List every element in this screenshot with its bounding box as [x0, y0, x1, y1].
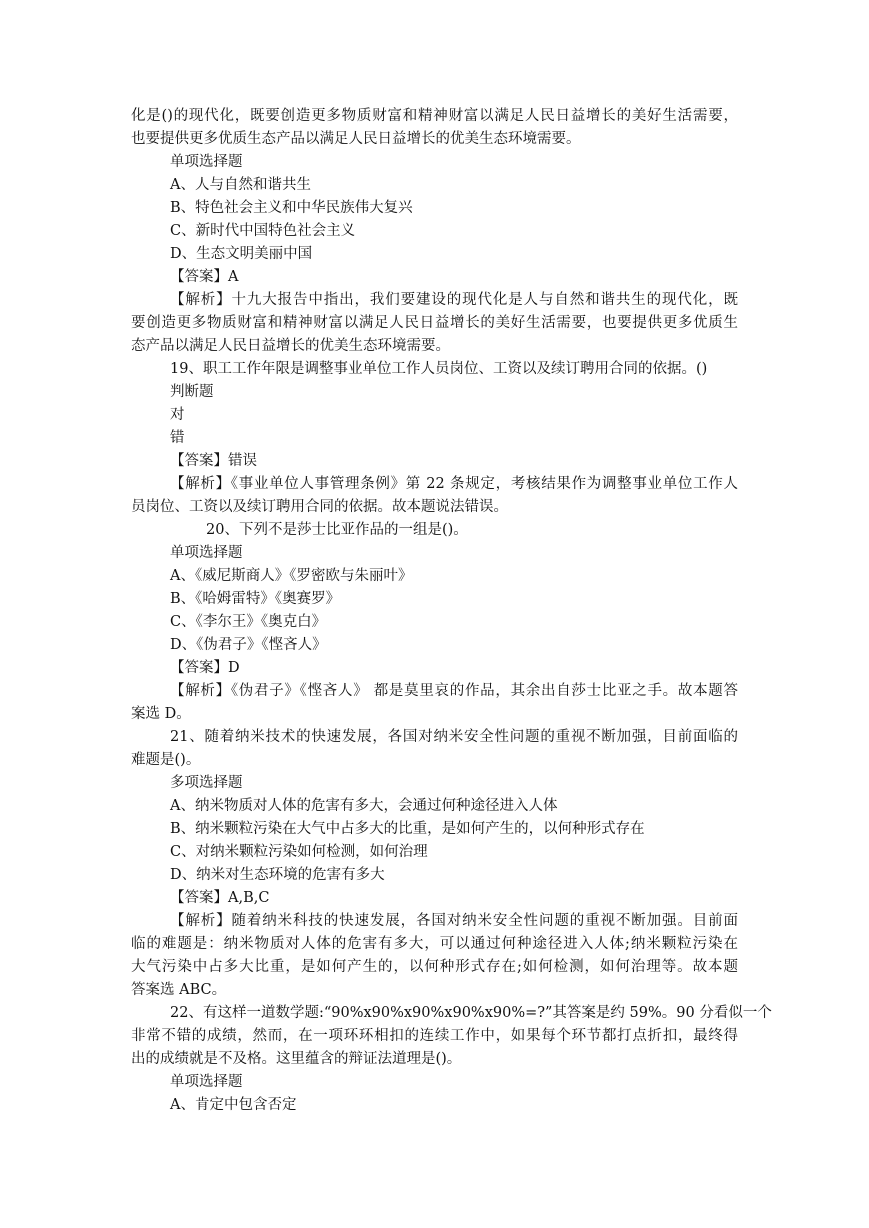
- option-a: A、《威尼斯商人》《罗密欧与朱丽叶》: [170, 568, 413, 584]
- option-a: A、纳米物质对人体的危害有多大，会通过何种途径进入人体: [170, 798, 558, 814]
- question-stem-line: 21、随着纳米技术的快速发展，各国对纳米安全性问题的重视不断加强，目前面临的: [170, 729, 738, 745]
- question-type: 单项选择题: [170, 545, 243, 561]
- question-stem-line: 化是()的现代化，既要创造更多物质财富和精神财富以满足人民日益增长的美好生活需要，: [131, 108, 738, 124]
- question-type: 多项选择题: [170, 775, 243, 791]
- option-a: A、人与自然和谐共生: [170, 177, 311, 193]
- option-d: D、生态文明美丽中国: [170, 246, 313, 262]
- option-b: B、《哈姆雷特》《奥赛罗》: [170, 591, 341, 607]
- analysis-line: 员岗位、工资以及续订聘用合同的依据。故本题说法错误。: [131, 499, 508, 515]
- option-a: A、肯定中包含否定: [170, 1097, 297, 1113]
- answer: 【答案】错误: [170, 453, 257, 469]
- question-stem-line: 22、有这样一道数学题:“90%x90%x90%x90%x90%=?”其答案是约 59%。90 分看似一个: [170, 1005, 772, 1021]
- question-type: 判断题: [170, 384, 214, 400]
- question-stem-line: 非常不错的成绩，然而，在一项环环相扣的连续工作中，如果每个环节都打点折扣，最终得: [131, 1028, 738, 1044]
- question-stem-line: 难题是()。: [131, 752, 201, 768]
- option-d: D、《伪君子》《悭吝人》: [170, 637, 327, 653]
- analysis-line: 【解析】随着纳米科技的快速发展，各国对纳米安全性问题的重视不断加强。目前面: [170, 913, 738, 929]
- question-type: 单项选择题: [170, 1074, 243, 1090]
- option-d: D、纳米对生态环境的危害有多大: [170, 867, 385, 883]
- analysis-line: 答案选 ABC。: [131, 982, 227, 998]
- option-b: B、特色社会主义和中华民族伟大复兴: [170, 200, 413, 216]
- analysis-line: 大气污染中占多大比重，是如何产生的，以何种形式存在;如何检测，如何治理等。故本题: [131, 959, 738, 975]
- option-c: C、新时代中国特色社会主义: [170, 223, 356, 239]
- analysis-line: 要创造更多物质财富和精神财富以满足人民日益增长的美好生活需要，也要提供更多优质生: [131, 315, 738, 331]
- analysis-line: 【解析】《事业单位人事管理条例》第 22 条规定，考核结果作为调整事业单位工作人: [170, 476, 738, 492]
- option-b: B、纳米颗粒污染在大气中占多大的比重，是如何产生的，以何种形式存在: [170, 821, 645, 837]
- answer: 【答案】A: [170, 269, 239, 285]
- question-stem: 19、职工工作年限是调整事业单位工作人员岗位、工资以及续订聘用合同的依据。(): [170, 361, 708, 377]
- analysis-line: 【解析】《伪君子》《悭吝人》 都是莫里哀的作品，其余出自莎士比亚之手。故本题答: [170, 683, 738, 699]
- analysis-line: 【解析】十九大报告中指出，我们要建设的现代化是人与自然和谐共生的现代化，既: [170, 292, 738, 308]
- option-c: C、对纳米颗粒污染如何检测，如何治理: [170, 844, 428, 860]
- answer: 【答案】A,B,C: [170, 890, 270, 906]
- question-stem-line: 出的成绩就是不及格。这里蕴含的辩证法道理是()。: [131, 1051, 462, 1067]
- analysis-line: 态产品以满足人民日益增长的优美生态环境需要。: [131, 338, 450, 354]
- answer: 【答案】D: [170, 660, 240, 676]
- option-false: 错: [170, 430, 185, 446]
- analysis-line: 案选 D。: [131, 706, 191, 722]
- option-c: C、《李尔王》《奥克白》: [170, 614, 327, 630]
- question-stem: 20、下列不是莎士比亚作品的一组是()。: [206, 522, 468, 538]
- question-type: 单项选择题: [170, 154, 243, 170]
- analysis-line: 临的难题是：纳米物质对人体的危害有多大，可以通过何种途径进入人体;纳米颗粒污染在: [131, 936, 738, 952]
- option-true: 对: [170, 407, 185, 423]
- question-stem-line: 也要提供更多优质生态产品以满足人民日益增长的优美生态环境需要。: [131, 131, 581, 147]
